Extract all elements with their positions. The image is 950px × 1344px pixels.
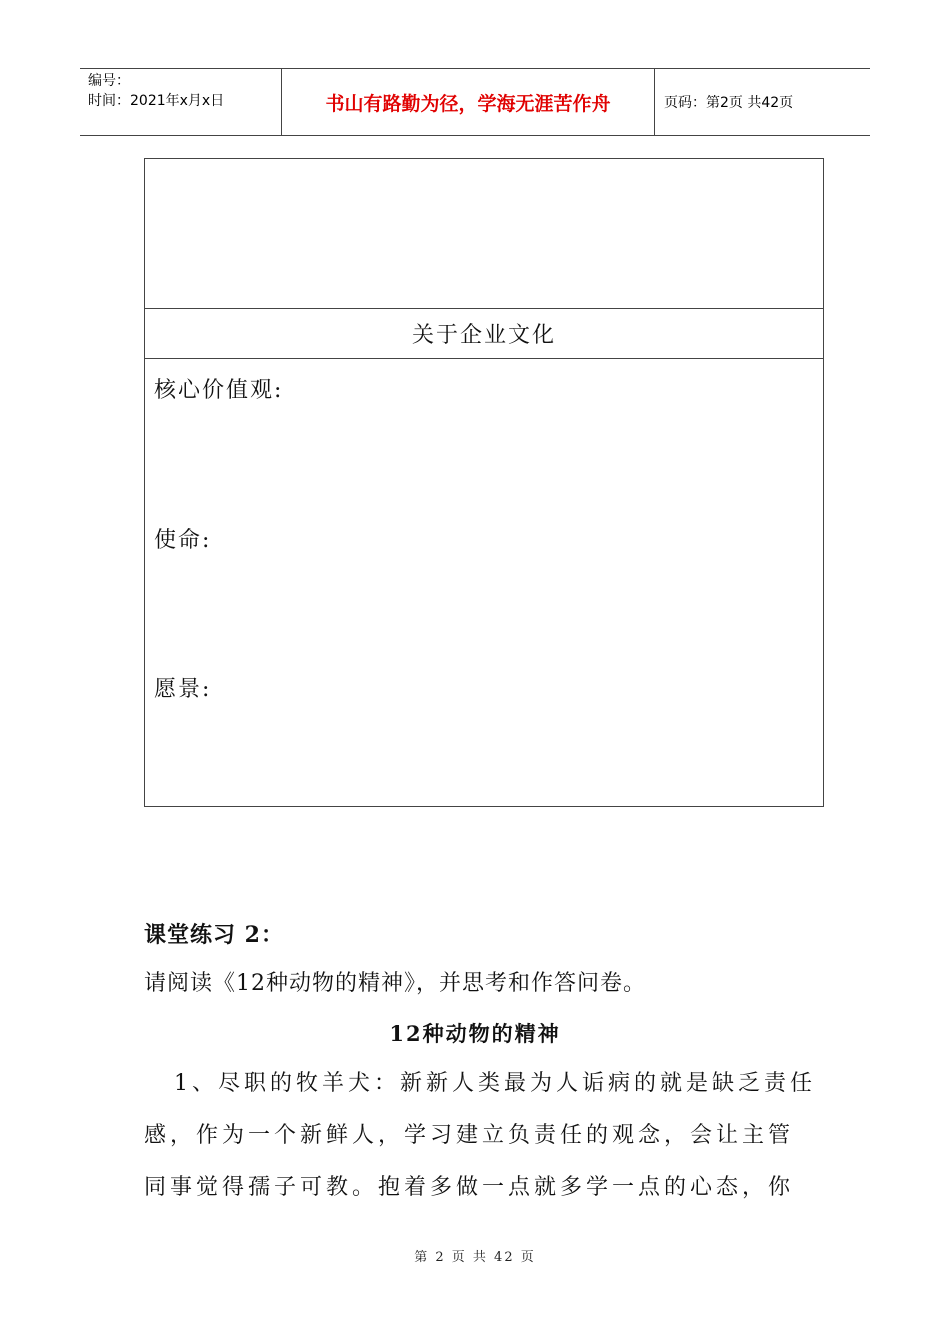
header-divider-right	[654, 69, 655, 135]
corporate-culture-table	[144, 158, 824, 807]
header-meta	[88, 71, 224, 111]
header-page-info: 页码：第2页 共42页	[664, 95, 794, 111]
header-motto: 书山有路勤为径，学海无涯苦作舟	[325, 92, 611, 115]
exercise-instruction: 请阅读《12种动物的精神》，并思考和作答问卷。	[144, 971, 646, 996]
field-vision: 愿景:	[154, 677, 212, 702]
exercise-title: 课堂练习 2：	[144, 922, 284, 948]
document-number-label: 编号：	[88, 73, 130, 89]
table-empty-cell	[145, 159, 823, 309]
body-paragraph	[144, 1064, 814, 1220]
paragraph-line: 同事觉得孺子可教。抱着多做一点就多学一点的心态，你	[144, 1175, 795, 1200]
paragraph-line: 1、尽职的牧羊犬：新新人类最为人诟病的就是缺乏责任	[174, 1071, 816, 1096]
field-core-values: 核心价值观:	[154, 378, 284, 403]
document-date-label: 时间：2021年x月x日	[88, 93, 225, 109]
table-body-cell	[145, 359, 823, 806]
field-mission: 使命:	[154, 528, 212, 553]
paragraph-line: 感，作为一个新鲜人，学习建立负责任的观念，会让主管	[144, 1123, 795, 1148]
table-title: 关于企业文化	[145, 309, 823, 359]
page-footer: 第 2 页 共 42 页	[414, 1250, 536, 1265]
page-header	[80, 68, 870, 136]
section-title: 12种动物的精神	[389, 1021, 561, 1046]
